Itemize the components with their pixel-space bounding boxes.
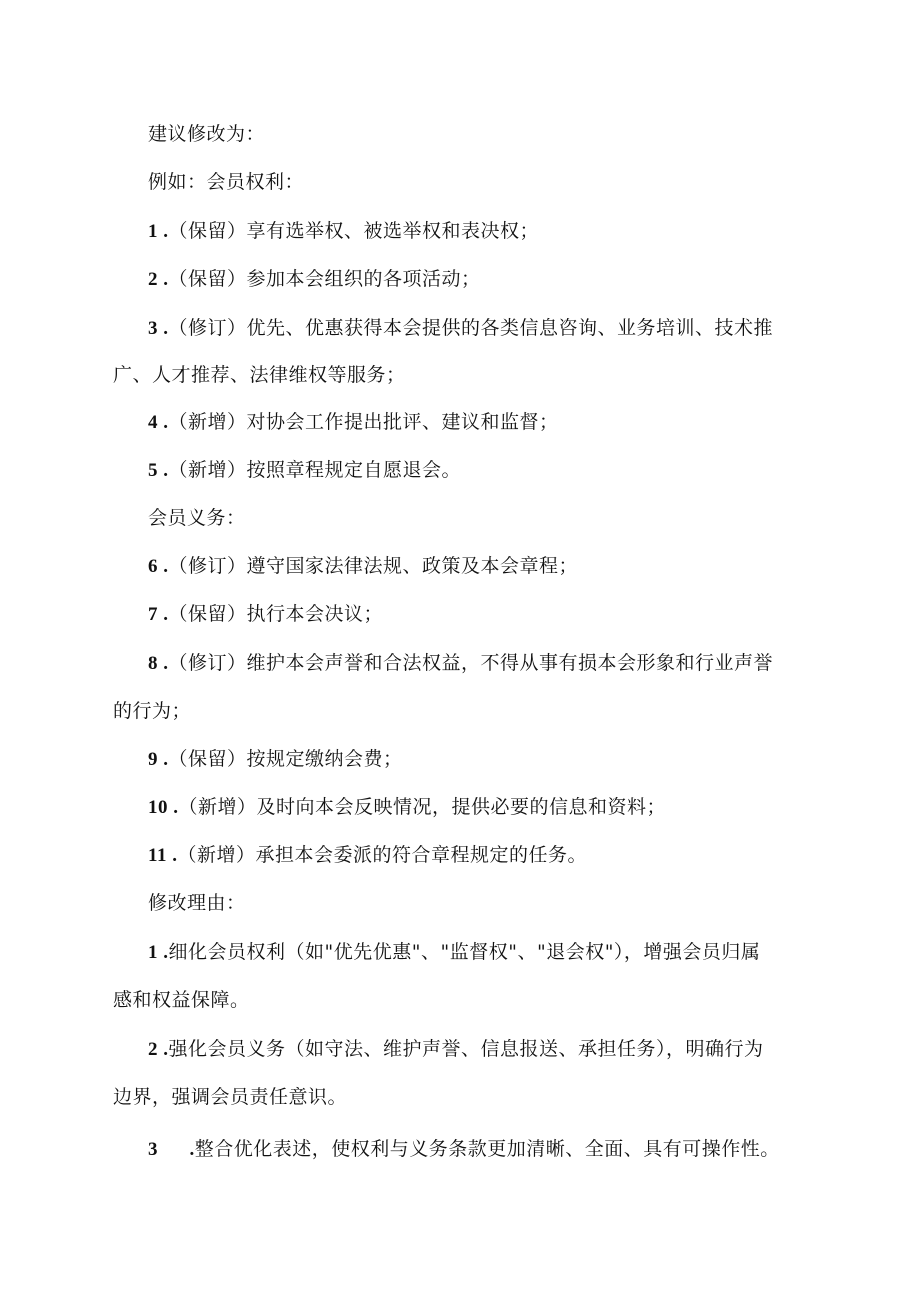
item-number: 1	[148, 221, 158, 242]
item-text: （保留）按规定缴纳会费；	[168, 748, 403, 770]
duties-item-11	[148, 843, 587, 868]
item-separator: .	[158, 749, 169, 770]
item-text: 整合优化表述，使权利与义务条款更加清晰、全面、具有可操作性。	[194, 1138, 780, 1160]
reason-item-2-continuation: 边界，强调会员责任意识。	[113, 1086, 348, 1108]
item-number: 3	[148, 1139, 158, 1160]
rights-item-2	[148, 267, 481, 292]
item-text: （修订）维护本会声誉和合法权益，不得从事有损本会形象和行业声誉	[168, 652, 774, 674]
duties-item-9	[148, 747, 403, 772]
item-separator: .	[168, 797, 179, 818]
item-text: （新增）对协会工作提出批评、建议和监督；	[168, 411, 559, 433]
item-number: 7	[148, 604, 158, 625]
item-separator: .	[158, 604, 169, 625]
duties-item-7	[148, 602, 383, 627]
item-number: 2	[148, 1039, 158, 1060]
item-separator: .	[158, 1039, 169, 1060]
item-separator: .	[158, 460, 169, 481]
rights-heading: 例如：会员权利：	[148, 171, 305, 193]
duties-item-8	[148, 651, 773, 676]
duties-item-6	[148, 554, 578, 579]
item-number: 11	[148, 845, 167, 866]
item-separator: .	[158, 1139, 195, 1160]
item-text: （新增）及时向本会反映情况，提供必要的信息和资料；	[178, 796, 667, 818]
item-text: （修订）优先、优惠获得本会提供的各类信息咨询、业务培训、技术推	[168, 317, 774, 339]
item-text: （保留）执行本会决议；	[168, 603, 384, 625]
reason-item-1	[148, 940, 760, 965]
duties-item-10	[148, 795, 666, 820]
item-text: 强化会员义务（如守法、维护声誉、信息报送、承担任务），明确行为	[168, 1038, 764, 1060]
item-number: 8	[148, 653, 158, 674]
item-number: 9	[148, 749, 158, 770]
item-separator: .	[158, 653, 169, 674]
item-separator: .	[158, 269, 169, 290]
item-separator: .	[166, 845, 178, 866]
rights-item-3	[148, 316, 773, 341]
item-separator: .	[158, 318, 169, 339]
duties-item-8-continuation: 的行为；	[113, 700, 192, 722]
reason-item-1-continuation: 感和权益保障。	[113, 989, 250, 1011]
item-number: 1	[148, 942, 158, 963]
item-separator: .	[158, 221, 169, 242]
rights-item-5	[148, 458, 461, 483]
item-number: 10	[148, 797, 168, 818]
item-number: 6	[148, 556, 158, 577]
item-number: 2	[148, 269, 158, 290]
reason-item-2	[148, 1037, 764, 1062]
item-text: （保留）参加本会组织的各项活动；	[168, 268, 481, 290]
item-number: 4	[148, 412, 158, 433]
item-number: 3	[148, 318, 158, 339]
reason-item-3	[148, 1137, 780, 1162]
item-text: （新增）按照章程规定自愿退会。	[168, 459, 462, 481]
reasons-heading: 修改理由：	[148, 892, 246, 914]
proposal-heading: 建议修改为：	[148, 123, 266, 145]
item-separator: .	[158, 556, 169, 577]
item-text: （保留）享有选举权、被选举权和表决权；	[168, 220, 540, 242]
item-text: 细化会员权利（如"优先优惠"、"监督权"、"退会权"），增强会员归属	[168, 941, 761, 963]
duties-heading: 会员义务：	[148, 507, 246, 529]
rights-item-4	[148, 410, 559, 435]
item-number: 5	[148, 460, 158, 481]
rights-item-1	[148, 219, 539, 244]
item-separator: .	[158, 412, 169, 433]
item-text: （修订）遵守国家法律法规、政策及本会章程；	[168, 555, 579, 577]
rights-item-3-continuation: 广、人才推荐、法律维权等服务；	[113, 364, 406, 386]
item-text: （新增）承担本会委派的符合章程规定的任务。	[177, 844, 587, 866]
item-separator: .	[158, 942, 169, 963]
